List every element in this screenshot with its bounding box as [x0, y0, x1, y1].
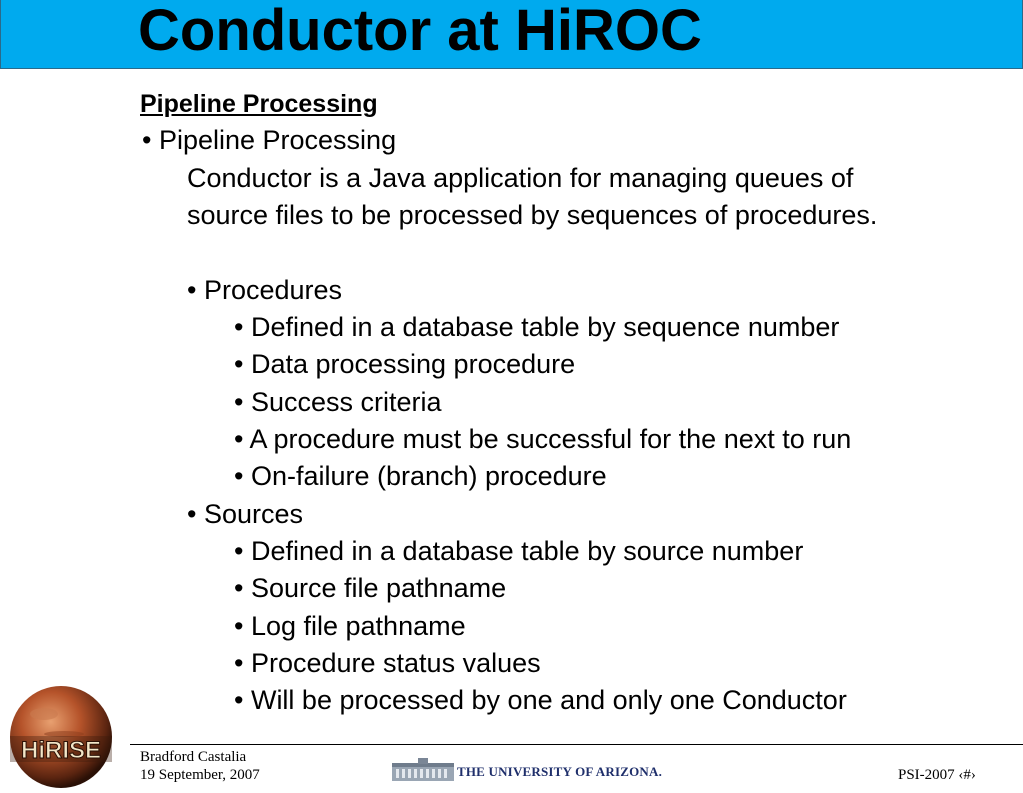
- hirise-logo: [4, 684, 118, 790]
- slide-number: PSI-2007 ‹#›: [898, 767, 976, 783]
- bullet-level-3: • A procedure must be successful for the next to run: [234, 424, 852, 454]
- bullet-level-3: • Source file pathname: [234, 573, 507, 603]
- bullet-level-3: • Log file pathname: [234, 611, 466, 641]
- bullet-level-3: • Defined in a database table by source number: [234, 536, 804, 566]
- bullet-level-3: • Data processing procedure: [234, 349, 576, 379]
- bullet-level-3: • Will be processed by one and only one Conductor: [234, 685, 847, 715]
- section-heading: Pipeline Processing: [140, 90, 378, 118]
- bullet-level-1: • Pipeline Processing: [142, 125, 397, 155]
- slide-title: Conductor at HiROC: [138, 0, 702, 63]
- bullet-level-3: • Success criteria: [234, 387, 442, 417]
- bullet-level-3: • Defined in a database table by sequence number: [234, 312, 840, 342]
- footer-date: 19 September, 2007: [140, 767, 260, 783]
- university-name: THE UNIVERSITY OF ARIZONA.: [457, 764, 663, 779]
- paragraph-line: source files to be processed by sequences of procedures.: [187, 200, 878, 230]
- logo-text: HiRISE: [20, 737, 102, 764]
- bullet-level-2: • Sources: [187, 499, 304, 529]
- bullet-level-3: • Procedure status values: [234, 648, 541, 678]
- bullet-level-2: • Procedures: [187, 275, 343, 305]
- footer-divider: [130, 744, 1023, 745]
- footer-author: Bradford Castalia: [140, 749, 247, 765]
- bullet-level-3: • On-failure (branch) procedure: [234, 461, 607, 491]
- title-bar: [0, 0, 1023, 69]
- paragraph-line: Conductor is a Java application for managing queues of: [187, 163, 854, 193]
